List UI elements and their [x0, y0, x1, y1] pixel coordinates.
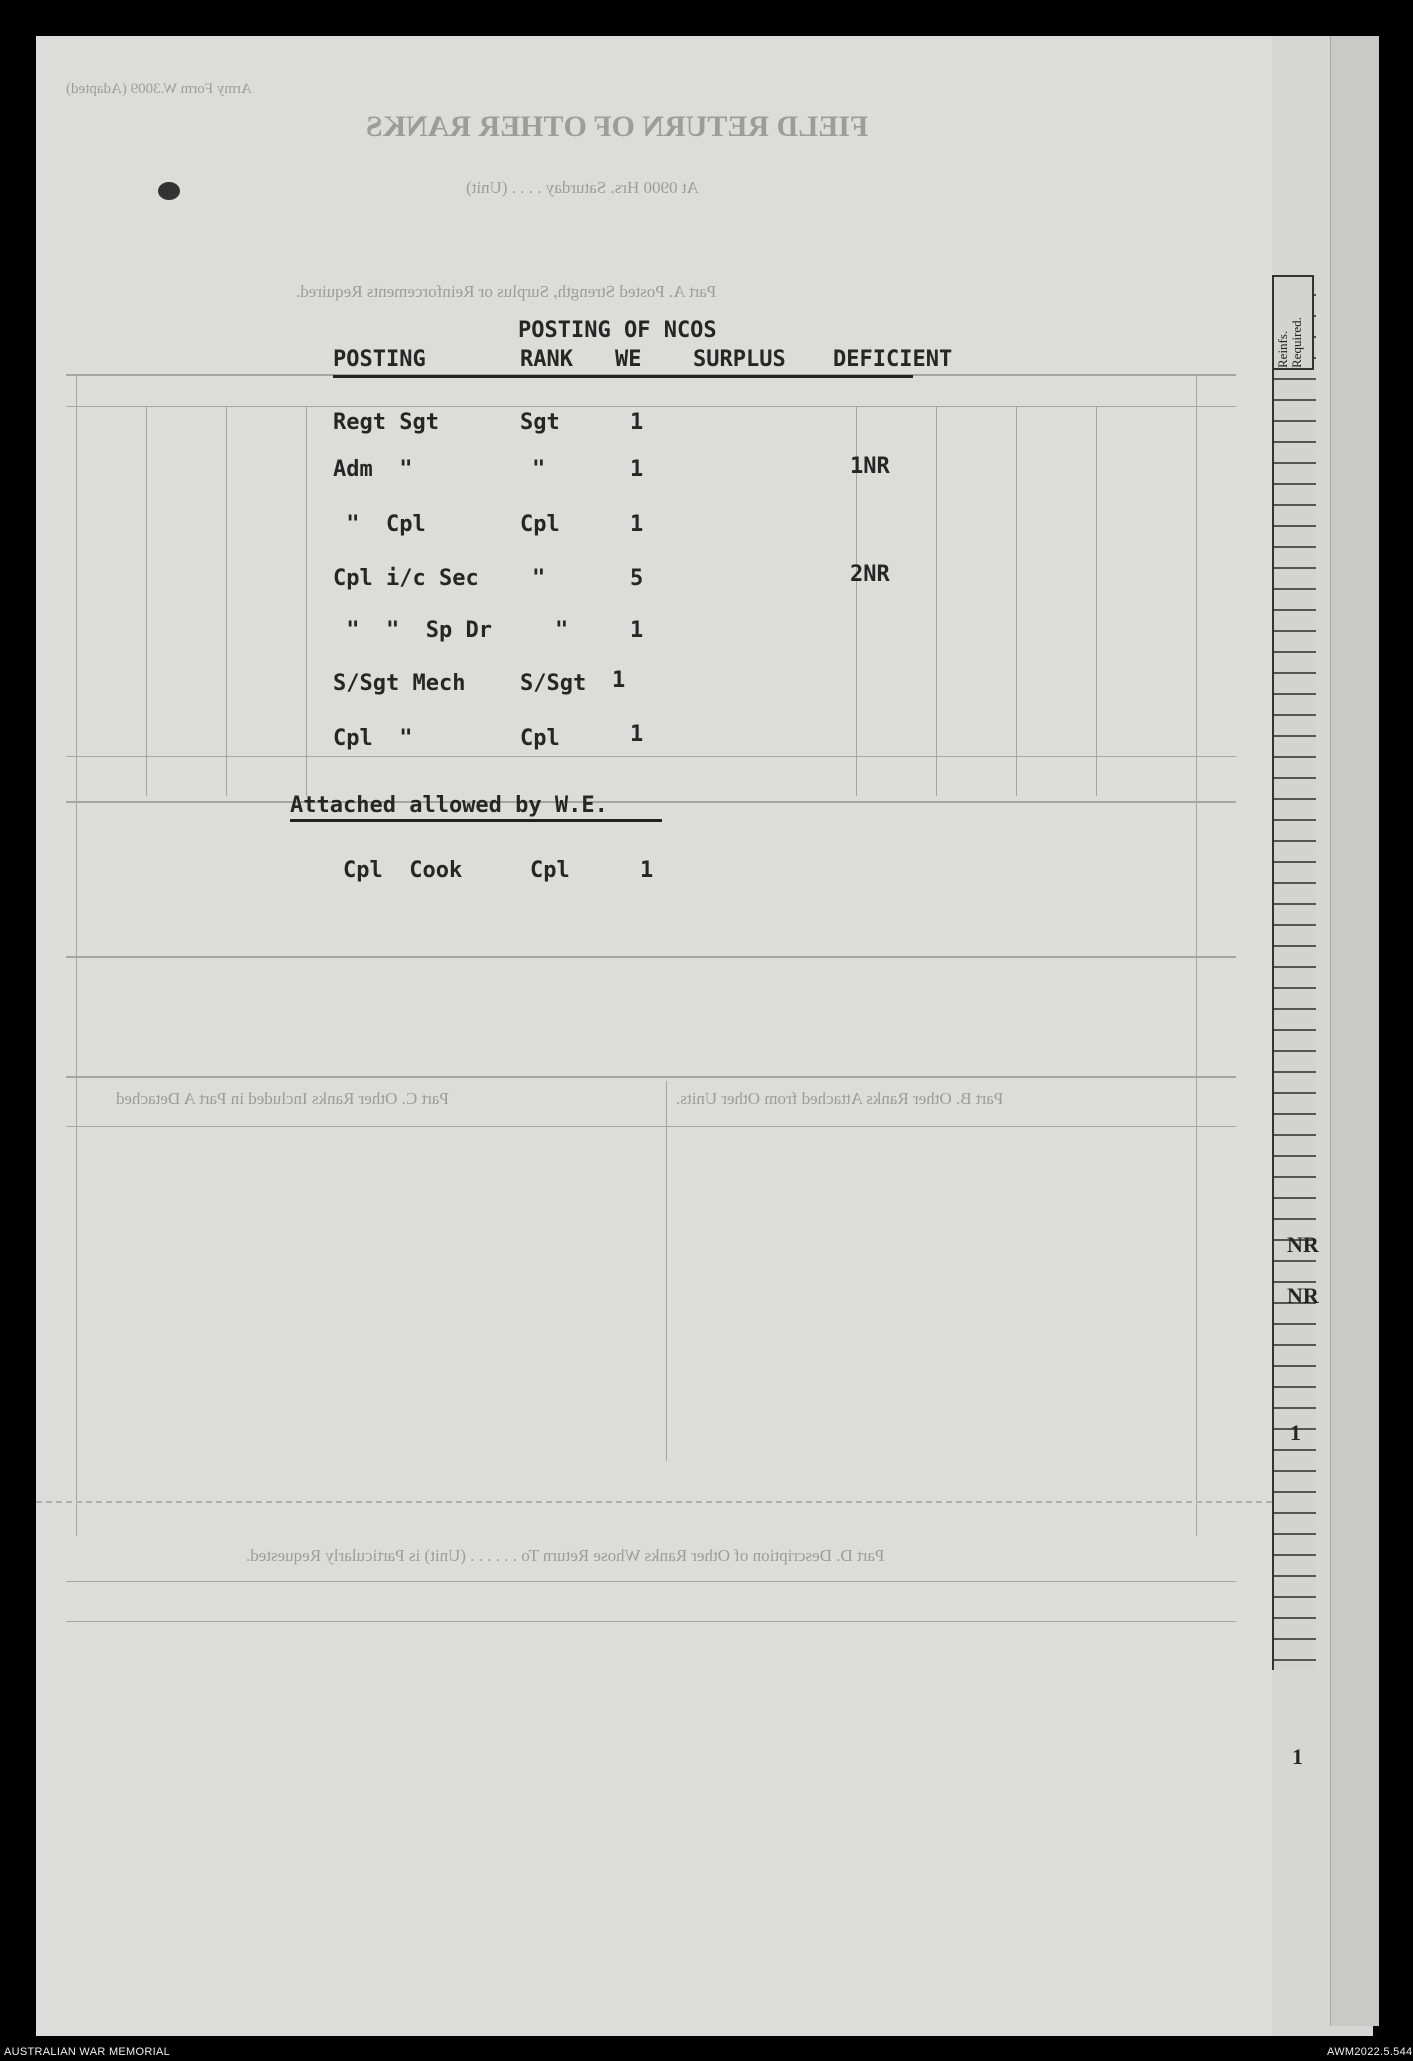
strip-value: NR [1287, 1283, 1319, 1308]
column-header-deficient: DEFICIENT [833, 347, 953, 372]
punch-hole [158, 182, 180, 200]
strip-value: 1 [1290, 1420, 1301, 1445]
ghost-rule [66, 1621, 1236, 1622]
ghost-rule [66, 1581, 1236, 1582]
ghost-rule [66, 756, 1236, 757]
ghost-rule [66, 801, 1236, 803]
row-we: 1 [612, 668, 626, 693]
right-tab-strip [1272, 275, 1316, 1670]
row-we: 1 [630, 618, 644, 643]
row-we: 1 [630, 722, 644, 747]
footer-left: AUSTRALIAN WAR MEMORIAL [4, 2046, 171, 2058]
row-posting: Cpl Cook [343, 858, 463, 883]
ghost-part-c: Part C. Other Ranks Included in Part A Detached [116, 1089, 449, 1108]
perforation-line [36, 1501, 1272, 1503]
row-posting: S/Sgt Mech [333, 671, 466, 696]
row-posting: Cpl " [333, 726, 413, 751]
ghost-rule [666, 1081, 667, 1461]
ghost-rule [1096, 406, 1097, 796]
row-rank: Cpl [530, 858, 570, 883]
reinfs-label [1276, 317, 1304, 368]
ghost-time-line: At 0900 Hrs. Saturday . . . . (Unit) [466, 178, 699, 197]
row-we: 1 [630, 457, 644, 482]
row-rank: Sgt [520, 410, 560, 435]
ghost-rule [66, 956, 1236, 958]
ghost-rule [76, 376, 77, 1536]
row-rank: Cpl [520, 726, 560, 751]
row-we: 1 [630, 410, 644, 435]
ghost-rule [66, 1076, 1236, 1078]
deficient-value: 2NR [850, 562, 890, 587]
column-header-we: WE [615, 347, 642, 372]
ghost-form-title: FIELD RETURN OF OTHER RANKS [366, 110, 869, 143]
row-rank: S/Sgt [520, 671, 587, 696]
row-posting: Regt Sgt [333, 410, 439, 435]
attached-heading: Attached allowed by W.E. [290, 793, 608, 818]
ghost-rule [1016, 406, 1017, 796]
ghost-rule [66, 406, 1236, 407]
row-posting: Adm " [333, 457, 413, 482]
reinfs-label-line1: Reinfs. [1275, 330, 1290, 368]
ghost-rule [226, 406, 227, 796]
reinfs-label-line2: Required. [1289, 317, 1304, 368]
document-title: POSTING OF NCOS [518, 318, 717, 343]
ghost-part-d: Part D. Description of Other Ranks Whose Return To . . . . . . (Unit) is Particularly Requested. [246, 1546, 885, 1565]
row-posting: Cpl i/c Sec [333, 566, 479, 591]
ghost-part-b: Part B. Other Ranks Attached from Other Units. [676, 1089, 1004, 1108]
row-rank: " [555, 618, 569, 643]
ghost-rule [146, 406, 147, 796]
ghost-rule [1196, 376, 1197, 1536]
row-we: 1 [630, 512, 644, 537]
strip-value: NR [1287, 1232, 1319, 1257]
column-header-surplus: SURPLUS [693, 347, 786, 372]
row-posting: " Cpl [333, 512, 426, 537]
ghost-part-a: Part A. Posted Strength, Surplus or Reinforcements Required. [296, 282, 717, 301]
column-header-rank: RANK [520, 347, 573, 372]
row-we: 5 [630, 566, 644, 591]
ghost-rule [66, 1126, 1236, 1127]
ghost-rule [936, 406, 937, 796]
ghost-form-number: Army Form W.3009 (Adapted) [66, 81, 252, 97]
ghost-rule [306, 406, 307, 796]
strip-value: 1 [1292, 1744, 1303, 1769]
row-rank: " [532, 457, 546, 482]
row-posting: " " Sp Dr [333, 618, 492, 643]
row-rank: " [532, 566, 546, 591]
row-rank: Cpl [520, 512, 560, 537]
column-header-posting: POSTING [333, 347, 426, 372]
footer-right: AWM2022.5.544 [1327, 2046, 1413, 2058]
attached-heading-underline [290, 819, 662, 822]
header-underline [333, 375, 913, 378]
deficient-value: 1NR [850, 454, 890, 479]
underlying-sheet-edge [1330, 36, 1379, 2026]
row-we: 1 [640, 858, 654, 883]
